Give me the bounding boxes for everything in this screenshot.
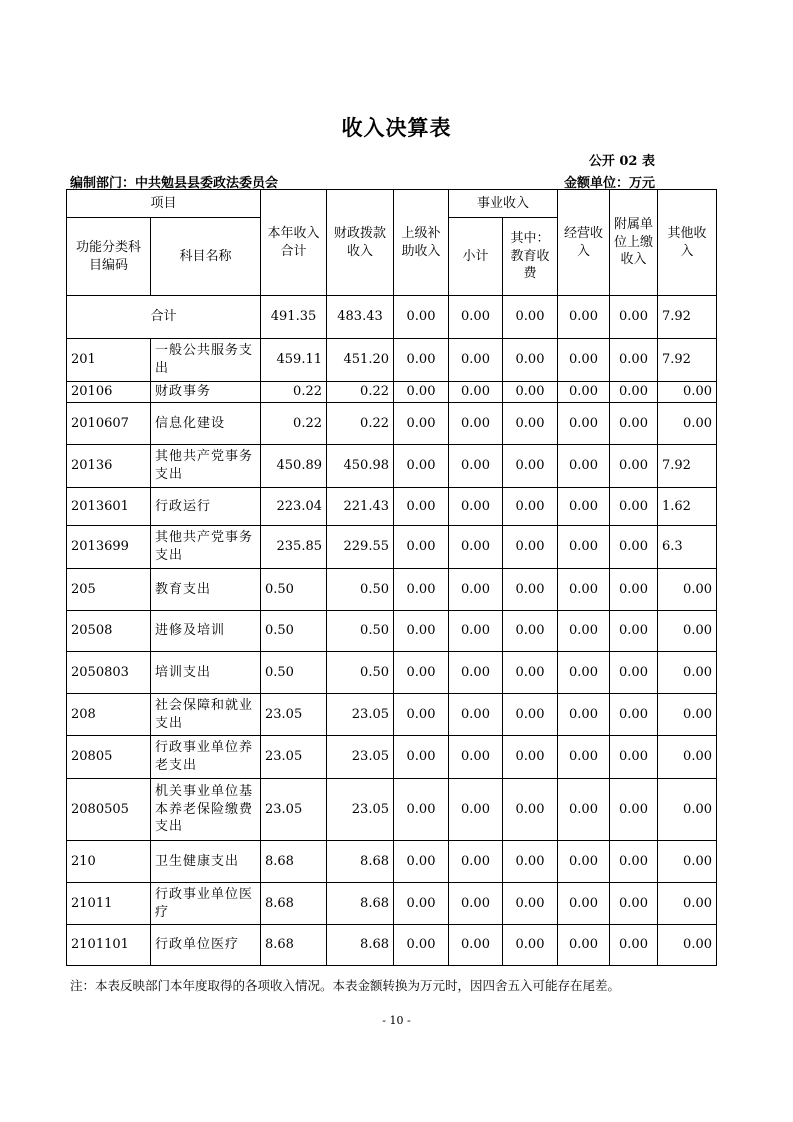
row-code: 20106 [67,382,151,403]
row-value: 221.43 [327,488,394,526]
row-value: 0.00 [658,569,717,611]
row-value: 450.89 [261,445,327,488]
row-value: 0.00 [449,841,503,883]
row-value: 0.00 [503,736,558,779]
row-value: 235.85 [261,526,327,569]
row-value: 0.00 [658,382,717,403]
header-name: 科目名称 [151,218,261,296]
row-value: 0.00 [449,694,503,736]
table-row [67,488,717,526]
row-value: 0.00 [610,883,658,925]
table-row [67,841,717,883]
income-table [66,189,717,966]
total-cell: 0.00 [503,296,558,339]
row-value: 0.00 [558,488,610,526]
row-value: 0.00 [658,694,717,736]
header-edu: 其中：教育收费 [503,218,558,296]
row-value: 451.20 [327,339,394,382]
row-value: 0.50 [327,652,394,694]
row-value: 0.00 [394,403,449,445]
table-row [67,403,717,445]
row-code: 2013699 [67,526,151,569]
row-value: 0.00 [503,445,558,488]
row-value: 0.00 [558,445,610,488]
row-name: 进修及培训 [151,611,261,652]
row-code: 205 [67,569,151,611]
row-value: 0.00 [394,569,449,611]
row-value: 0.00 [449,569,503,611]
row-value: 0.00 [394,526,449,569]
row-value: 0.50 [327,569,394,611]
row-value: 0.00 [394,382,449,403]
table-row [67,736,717,779]
total-cell: 483.43 [327,296,394,339]
row-code: 2101101 [67,925,151,966]
row-value: 0.00 [558,925,610,966]
row-value: 0.00 [449,488,503,526]
page-title: 收入决算表 [341,115,452,140]
row-value: 0.00 [610,694,658,736]
total-cell: 0.00 [394,296,449,339]
header-fiscal: 财政拨款收入 [327,190,394,296]
row-value: 0.00 [394,925,449,966]
row-value: 0.50 [327,611,394,652]
header-jingying: 经营收入 [558,190,610,296]
row-value: 0.00 [503,925,558,966]
row-value: 0.00 [449,925,503,966]
row-value: 0.00 [394,779,449,841]
row-value: 0.50 [261,652,327,694]
row-value: 8.68 [327,883,394,925]
row-value: 0.00 [558,382,610,403]
header-code: 功能分类科目编码 [67,218,151,296]
row-code: 2050803 [67,652,151,694]
row-value: 0.00 [394,652,449,694]
row-value: 0.50 [261,611,327,652]
row-value: 0.00 [503,694,558,736]
row-value: 6.3 [658,526,717,569]
row-code: 2013601 [67,488,151,526]
table-row [67,526,717,569]
row-name: 行政单位医疗 [151,925,261,966]
row-value: 0.00 [610,488,658,526]
row-value: 0.00 [449,339,503,382]
row-value: 0.00 [610,652,658,694]
row-value: 23.05 [327,779,394,841]
row-value: 229.55 [327,526,394,569]
form-number: 公开 02 表 [588,154,655,169]
unit-label: 金额单位：万元 [563,176,655,191]
row-name: 机关事业单位基本养老保险缴费支出 [151,779,261,841]
row-value: 0.00 [503,403,558,445]
row-value: 0.00 [449,736,503,779]
table-row [67,652,717,694]
page-number: - 10 - [382,1014,411,1027]
table-row [67,382,717,403]
header-fushu: 附属单位上缴收入 [610,190,658,296]
row-value: 0.00 [449,652,503,694]
row-code: 208 [67,694,151,736]
row-value: 0.00 [558,779,610,841]
row-name: 卫生健康支出 [151,841,261,883]
row-value: 0.00 [658,883,717,925]
row-value: 0.00 [558,611,610,652]
total-label: 合计 [67,296,261,339]
row-value: 0.00 [610,526,658,569]
row-value: 0.22 [261,403,327,445]
row-name: 培训支出 [151,652,261,694]
row-value: 0.00 [503,526,558,569]
row-value: 0.00 [394,339,449,382]
row-value: 0.22 [327,403,394,445]
table-row [67,339,717,382]
row-value: 23.05 [327,736,394,779]
row-value: 0.00 [658,652,717,694]
department-label: 编制部门：中共勉县县委政法委员会 [70,176,279,191]
row-value: 0.00 [394,883,449,925]
row-value: 0.00 [558,403,610,445]
row-value: 459.11 [261,339,327,382]
table-row [67,611,717,652]
total-cell: 0.00 [558,296,610,339]
row-code: 21011 [67,883,151,925]
row-name: 财政事务 [151,382,261,403]
row-name: 其他共产党事务支出 [151,526,261,569]
total-cell: 7.92 [658,296,717,339]
row-name: 其他共产党事务支出 [151,445,261,488]
row-value: 8.68 [261,841,327,883]
row-value: 0.00 [658,403,717,445]
row-value: 0.00 [449,883,503,925]
row-value: 0.00 [449,779,503,841]
row-value: 0.00 [610,403,658,445]
total-cell: 0.00 [449,296,503,339]
row-value: 0.00 [558,339,610,382]
header-shiye: 事业收入 [449,190,558,218]
row-value: 7.92 [658,445,717,488]
row-value: 0.00 [558,841,610,883]
row-value: 0.00 [394,611,449,652]
row-name: 社会保障和就业支出 [151,694,261,736]
row-value: 0.00 [503,382,558,403]
row-value: 0.00 [558,694,610,736]
row-name: 教育支出 [151,569,261,611]
total-row [67,296,717,339]
row-value: 0.00 [449,526,503,569]
row-name: 一般公共服务支出 [151,339,261,382]
row-value: 0.00 [610,925,658,966]
row-value: 1.62 [658,488,717,526]
row-value: 8.68 [327,841,394,883]
row-value: 0.00 [610,736,658,779]
row-value: 450.98 [327,445,394,488]
row-value: 23.05 [261,779,327,841]
row-value: 0.00 [503,611,558,652]
header-total: 本年收入合计 [261,190,327,296]
row-value: 0.00 [558,569,610,611]
row-value: 0.00 [558,652,610,694]
row-value: 0.00 [658,611,717,652]
row-value: 0.00 [449,403,503,445]
row-value: 0.00 [558,526,610,569]
row-value: 223.04 [261,488,327,526]
row-value: 23.05 [261,694,327,736]
row-code: 20508 [67,611,151,652]
row-code: 210 [67,841,151,883]
row-value: 0.00 [449,445,503,488]
row-value: 0.00 [658,925,717,966]
row-name: 行政事业单位养老支出 [151,736,261,779]
row-name: 行政运行 [151,488,261,526]
row-value: 0.00 [394,736,449,779]
header-subtotal: 小计 [449,218,503,296]
header-other: 其他收入 [658,190,717,296]
table-row [67,883,717,925]
header-upper: 上级补助收入 [394,190,449,296]
row-value: 8.68 [327,925,394,966]
row-value: 0.00 [503,488,558,526]
row-value: 0.00 [503,569,558,611]
row-value: 0.00 [394,445,449,488]
row-value: 23.05 [327,694,394,736]
row-code: 201 [67,339,151,382]
row-value: 0.00 [558,736,610,779]
row-value: 0.00 [503,841,558,883]
row-value: 0.00 [610,779,658,841]
header-item: 项目 [67,190,261,218]
row-code: 20136 [67,445,151,488]
row-name: 行政事业单位医疗 [151,883,261,925]
row-value: 0.00 [610,382,658,403]
table-row [67,569,717,611]
row-value: 0.00 [394,694,449,736]
row-value: 0.00 [394,488,449,526]
row-value: 0.00 [610,569,658,611]
row-value: 23.05 [261,736,327,779]
row-value: 0.00 [394,841,449,883]
row-value: 0.00 [610,339,658,382]
row-value: 0.00 [503,339,558,382]
row-code: 20805 [67,736,151,779]
table-row [67,694,717,736]
table-row [67,925,717,966]
row-value: 0.00 [610,841,658,883]
row-code: 2010607 [67,403,151,445]
row-value: 0.00 [503,652,558,694]
row-code: 2080505 [67,779,151,841]
footnote: 注：本表反映部门本年度取得的各项收入情况。本表金额转换为万元时，因四舍五入可能存在尾差。 [70,978,621,993]
row-value: 0.00 [610,445,658,488]
total-cell: 491.35 [261,296,327,339]
row-value: 0.00 [610,611,658,652]
table-row [67,779,717,841]
row-value: 0.50 [261,569,327,611]
table-row [67,445,717,488]
row-value: 0.00 [503,779,558,841]
row-value: 0.00 [658,779,717,841]
row-value: 8.68 [261,925,327,966]
row-value: 0.22 [261,382,327,403]
total-cell: 0.00 [610,296,658,339]
row-value: 0.22 [327,382,394,403]
row-value: 0.00 [503,883,558,925]
row-value: 8.68 [261,883,327,925]
row-value: 0.00 [449,382,503,403]
row-value: 0.00 [558,883,610,925]
row-value: 0.00 [658,736,717,779]
row-value: 7.92 [658,339,717,382]
row-value: 0.00 [658,841,717,883]
row-name: 信息化建设 [151,403,261,445]
row-value: 0.00 [449,611,503,652]
